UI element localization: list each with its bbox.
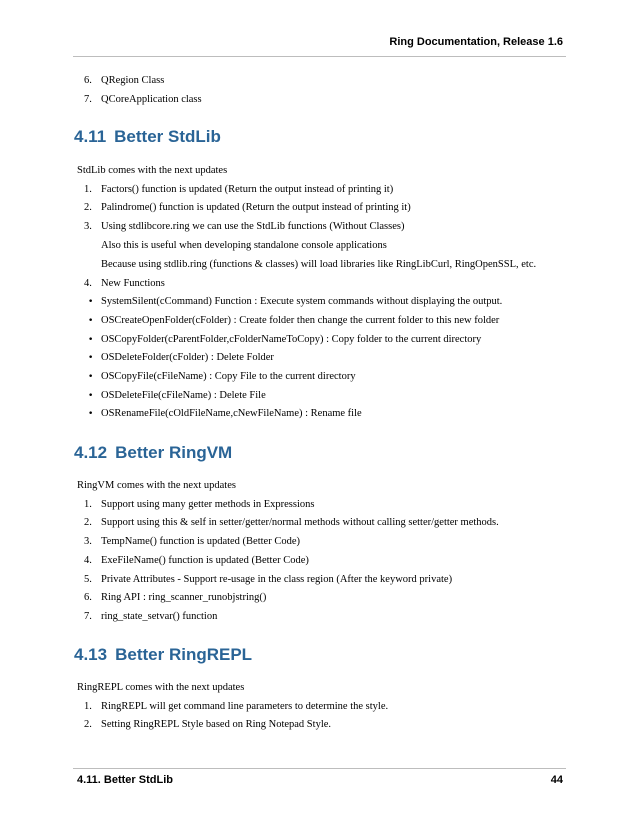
section-number: 4.12 [74, 443, 108, 462]
footer-rule [73, 768, 566, 769]
section-heading-4-11 [74, 127, 221, 147]
bullet-item: OSCopyFile(cFileName) : Copy File to the current directory [101, 371, 356, 382]
list-number: 1. [84, 184, 92, 195]
section-intro: StdLib comes with the next updates [77, 165, 228, 176]
section-intro: RingREPL comes with the next updates [77, 682, 245, 693]
list-number: 3. [84, 221, 92, 232]
bullet-icon: • [88, 391, 94, 401]
bullet-item: SystemSilent(cCommand) Function : Execute system commands without displaying the output. [101, 296, 503, 307]
list-item-continuation: Also this is useful when developing standalone console applications [101, 240, 387, 251]
bullet-item: OSDeleteFile(cFileName) : Delete File [101, 390, 266, 401]
list-number: 2. [84, 719, 92, 730]
list-number: 7. [84, 611, 92, 622]
list-item: QRegion Class [101, 75, 165, 86]
running-header: Ring Documentation, Release 1.6 [389, 36, 563, 48]
list-item: Setting RingREPL Style based on Ring Notepad Style. [101, 719, 332, 730]
list-item: QCoreApplication class [101, 94, 202, 105]
list-item-continuation: Because using stdlib.ring (functions & classes) will load libraries like RingLibCurl, RingOpenSSL, etc. [101, 259, 537, 270]
list-item: ring_state_setvar() function [101, 611, 218, 622]
bullet-item: OSCopyFolder(cParentFolder,cFolderNameToCopy) : Copy folder to the current directory [101, 334, 482, 345]
list-item: Support using this & self in setter/getter/normal methods without calling setter/getter methods. [101, 517, 499, 528]
bullet-icon: • [88, 297, 94, 307]
list-item: New Functions [101, 278, 165, 289]
list-item: ExeFileName() function is updated (Better Code) [101, 555, 309, 566]
section-title: Better StdLib [114, 127, 221, 146]
list-item: Support using many getter methods in Expressions [101, 499, 315, 510]
bullet-icon: • [88, 372, 94, 382]
bullet-icon: • [88, 409, 94, 419]
bullet-icon: • [88, 335, 94, 345]
list-number: 6. [84, 592, 92, 603]
list-item: Private Attributes - Support re-usage in the class region (After the keyword private) [101, 574, 453, 585]
list-number: 1. [84, 701, 92, 712]
section-number: 4.11 [74, 127, 107, 146]
list-item: RingREPL will get command line parameters to determine the style. [101, 701, 389, 712]
header-rule [73, 56, 566, 57]
footer-section-label: 4.11. Better StdLib [77, 774, 173, 786]
list-item: Palindrome() function is updated (Return the output instead of printing it) [101, 202, 411, 213]
bullet-icon: • [88, 316, 94, 326]
section-intro: RingVM comes with the next updates [77, 480, 236, 491]
list-item: Factors() function is updated (Return the output instead of printing it) [101, 184, 394, 195]
page-number: 44 [550, 774, 563, 786]
bullet-item: OSDeleteFolder(cFolder) : Delete Folder [101, 352, 274, 363]
section-heading-4-13 [74, 645, 252, 665]
list-number: 1. [84, 499, 92, 510]
list-item: TempName() function is updated (Better Code) [101, 536, 300, 547]
list-number: 4. [84, 278, 92, 289]
list-number: 3. [84, 536, 92, 547]
list-number: 5. [84, 574, 92, 585]
bullet-icon: • [88, 353, 94, 363]
section-number: 4.13 [74, 645, 108, 664]
list-number: 2. [84, 517, 92, 528]
list-number: 7. [84, 94, 92, 105]
bullet-item: OSCreateOpenFolder(cFolder) : Create folder then change the current folder to this new folder [101, 315, 500, 326]
list-number: 6. [84, 75, 92, 86]
list-number: 2. [84, 202, 92, 213]
section-title: Better RingVM [115, 443, 233, 462]
bullet-item: OSRenameFile(cOldFileName,cNewFileName) : Rename file [101, 408, 362, 419]
list-item: Ring API : ring_scanner_runobjstring() [101, 592, 267, 603]
list-number: 4. [84, 555, 92, 566]
section-heading-4-12 [74, 443, 232, 463]
section-title: Better RingREPL [115, 645, 253, 664]
list-item: Using stdlibcore.ring we can use the StdLib functions (Without Classes) [101, 221, 405, 232]
